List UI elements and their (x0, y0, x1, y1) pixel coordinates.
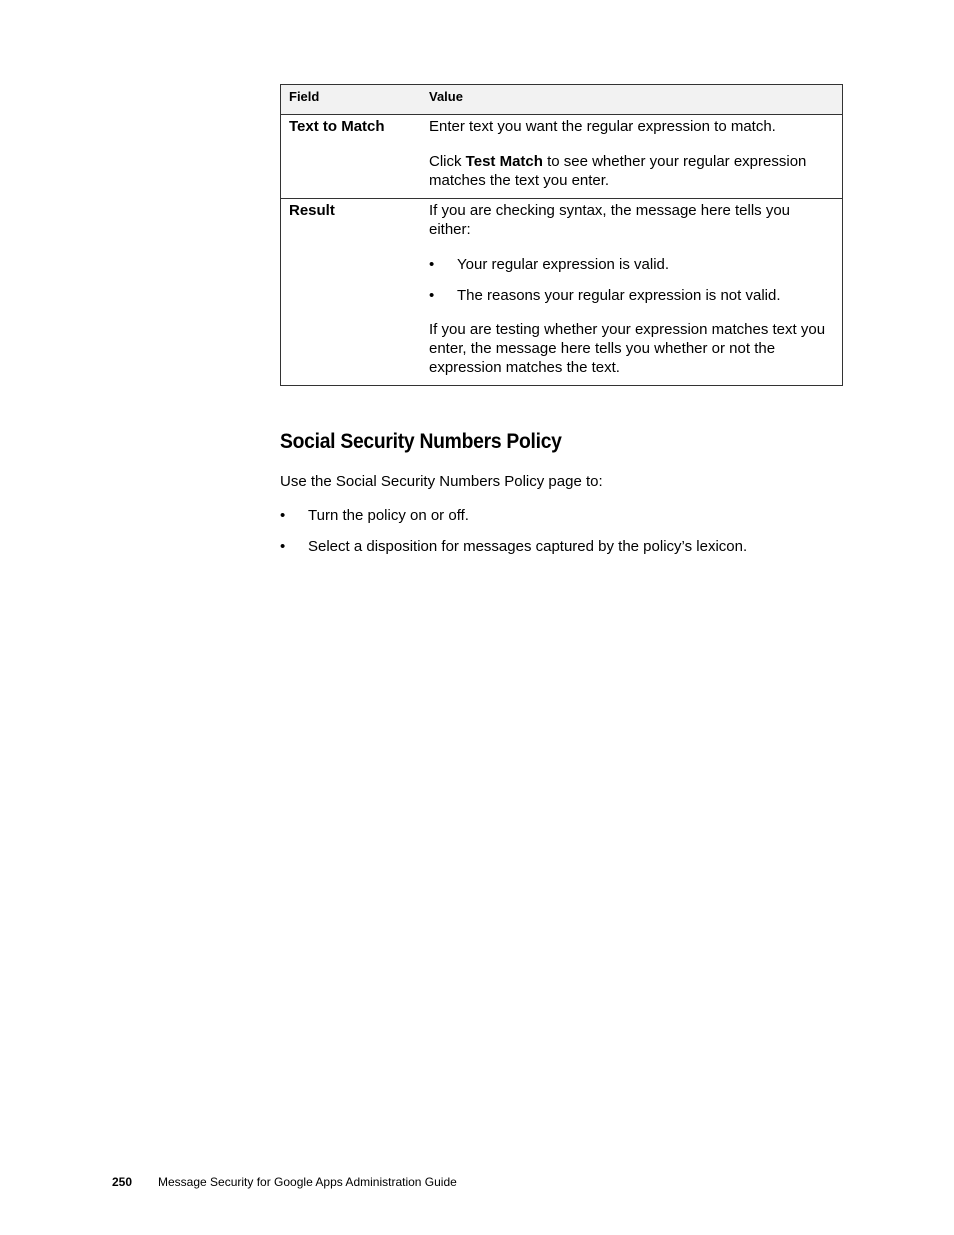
list-item: • Select a disposition for messages captured by the policy’s lexicon. (280, 537, 840, 556)
field-name-text-to-match: Text to Match (281, 115, 422, 199)
list-item: • Your regular expression is valid. (429, 255, 834, 274)
guide-title: Message Security for Google Apps Administration Guide (158, 1175, 457, 1189)
table-header-row (281, 85, 843, 115)
value-text: to see whether your regular expression matches the text you enter. (429, 153, 807, 189)
value-paragraph: If you are testing whether your expression matches text you enter, the message here tells you whether or not the expression matches the text. (429, 321, 826, 376)
result-bullet-list (429, 255, 834, 305)
list-item: • Turn the policy on or off. (280, 506, 840, 525)
header-field: Field (281, 85, 422, 115)
header-value: Value (421, 85, 843, 115)
page-footer (112, 1174, 457, 1190)
value-paragraph (429, 152, 834, 190)
field-name-result: Result (281, 199, 422, 386)
section-bullet-list (280, 506, 840, 556)
field-value-text-to-match (421, 115, 843, 199)
list-item: • The reasons your regular expression is not valid. (429, 286, 834, 305)
section-title: Social Security Numbers Policy (280, 430, 562, 453)
value-paragraph: Enter text you want the regular expression to match. (429, 118, 776, 135)
table-row (281, 199, 843, 386)
value-paragraph: If you are checking syntax, the message here tells you either: (429, 202, 791, 238)
page-number: 250 (112, 1175, 133, 1189)
field-value-result (421, 199, 843, 386)
field-value-table (280, 84, 843, 386)
value-text: Click (429, 153, 466, 170)
table-row (281, 115, 843, 199)
test-match-label: Test Match (465, 153, 543, 170)
section-intro: Use the Social Security Numbers Policy page to: (280, 473, 603, 490)
